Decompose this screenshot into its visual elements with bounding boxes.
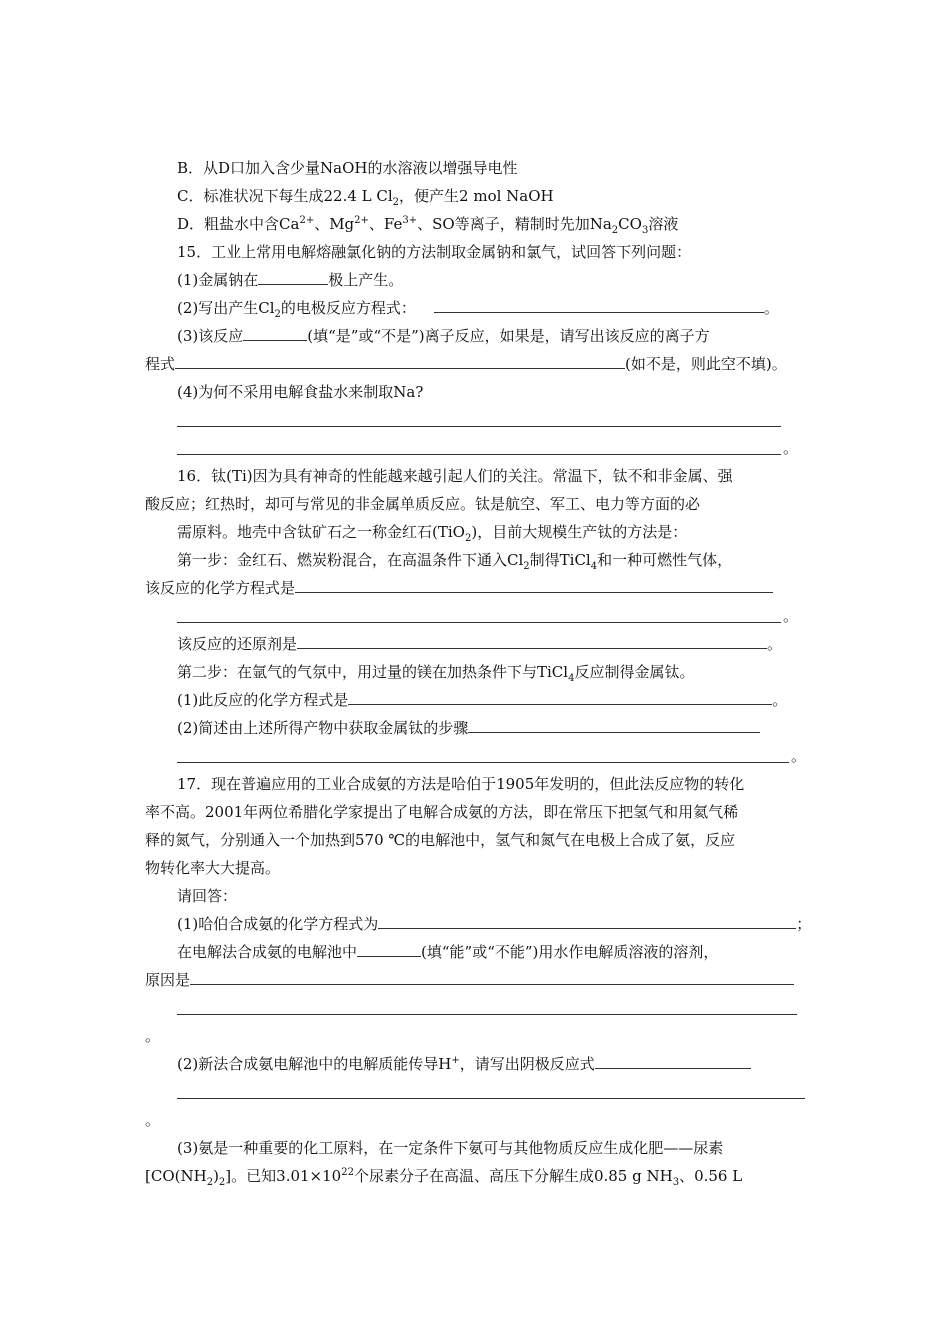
answer-blank[interactable] bbox=[295, 578, 773, 593]
q16-reductant: 该反应的还原剂是 。 bbox=[177, 635, 783, 653]
answer-line[interactable] bbox=[177, 762, 789, 763]
q16-equation-prompt: 该反应的化学方程式是 bbox=[145, 578, 773, 598]
q16-line2: 酸反应；红热时，却可与常见的非金属单质反应。钛是航空、军工、电力等方面的必 bbox=[145, 495, 701, 513]
q16-line3: 需原料。地壳中含钛矿石之一称金红石(TiO$_2$)，目前大规模生产钛的方法是： bbox=[177, 523, 688, 544]
answer-blank[interactable] bbox=[258, 270, 328, 285]
answer-blank[interactable] bbox=[595, 1054, 751, 1069]
q17-line1: 17．现在普遍应用的工业合成氨的方法是哈伯于1905年发明的，但此法反应物的转化 bbox=[177, 775, 745, 793]
answer-line[interactable] bbox=[177, 1014, 797, 1015]
q17-part3: (3)氨是一种重要的化工原料，在一定条件下氨可与其他物质反应生成化肥——尿素 bbox=[177, 1139, 724, 1157]
period-mark: 。 bbox=[791, 747, 807, 765]
answer-blank[interactable] bbox=[434, 298, 764, 313]
q15-part3: (3)该反应 (填“是”或“不是”)离子反应，如果是，请写出该反应的离子方 bbox=[177, 327, 710, 345]
answer-blank[interactable] bbox=[175, 354, 625, 369]
period-mark: 。 bbox=[783, 439, 799, 457]
period-mark: 。 bbox=[145, 1027, 161, 1045]
answer-line[interactable] bbox=[177, 426, 781, 427]
answer-line[interactable] bbox=[177, 1098, 805, 1099]
answer-line[interactable] bbox=[177, 622, 781, 623]
q15-part3-cont: 程式 (如不是，则此空不填)。 bbox=[145, 355, 787, 373]
q15-part1: (1)金属钠在 极上产生。 bbox=[177, 271, 404, 289]
answer-blank[interactable] bbox=[348, 690, 772, 705]
q17-reason: 原因是 bbox=[145, 970, 794, 990]
answer-blank[interactable] bbox=[190, 970, 794, 985]
q17-prompt: 请回答： bbox=[177, 887, 238, 905]
answer-line[interactable] bbox=[177, 454, 781, 455]
q16-step1: 第一步：金红石、燃炭粉混合，在高温条件下通入$Cl_2$制得TiCl$_4$和一种可燃性气体， bbox=[177, 551, 733, 572]
answer-blank[interactable] bbox=[243, 326, 307, 341]
option-d: D．粗盐水中含$Ca^{2+}$、$Mg^{2+}$、$Fe^{3+}$、SO等离子，精制时先加$Na_2CO_3$溶液 bbox=[177, 215, 679, 236]
q17-part1-solvent: 在电解法合成氨的电解池中 (填“能”或“不能”)用水作电解质溶液的溶剂， bbox=[177, 943, 719, 961]
q16-step2: 第二步：在氩气的气氛中，用过量的镁在加热条件下与TiCl$_4$反应制得金属钛。 bbox=[177, 663, 695, 684]
q16-part2: (2)简述由上述所得产物中获取金属钛的步骤 bbox=[177, 718, 760, 738]
answer-blank[interactable] bbox=[297, 634, 767, 649]
q17-part3-cont: $[CO(NH_2)_2]$。已知$3.01\times 10^{22}$个尿素分子在高温、高压下分解生成0.85 g $NH_3$、0.56 L bbox=[145, 1167, 743, 1188]
answer-blank[interactable] bbox=[468, 718, 760, 733]
option-b: B．从D口加入含少量NaOH的水溶液以增强导电性 bbox=[177, 159, 518, 177]
q15-part2: (2)写出产生$Cl_2$的电极反应方程式： 。 bbox=[177, 299, 779, 320]
period-mark: 。 bbox=[783, 607, 799, 625]
q17-part1: (1)哈伯合成氨的化学方程式为 ； bbox=[177, 915, 812, 933]
q17-line2: 率不高。2001年两位希腊化学家提出了电解合成氨的方法，即在常压下把氢气和用氦气稀 bbox=[145, 803, 739, 821]
q15-title: 15．工业上常用电解熔融氯化钠的方法制取金属钠和氯气，试回答下列问题： bbox=[177, 243, 692, 261]
q15-part4: (4)为何不采用电解食盐水来制取Na? bbox=[177, 383, 424, 401]
period-mark: 。 bbox=[145, 1111, 161, 1129]
q16-part1: (1)此反应的化学方程式是 。 bbox=[177, 691, 788, 709]
option-c: C．标准状况下每生成22.4 L $Cl_2$，便产生2 mol NaOH bbox=[177, 187, 554, 208]
q17-part2: (2)新法合成氨电解池中的电解质能传导H+，请写出阴极反应式 bbox=[177, 1054, 751, 1074]
q17-line4: 物转化率大大提高。 bbox=[145, 859, 281, 877]
q16-line1: 16．钛(Ti)因为具有神奇的性能越来越引起人们的关注。常温下，钛不和非金属、强 bbox=[177, 467, 733, 485]
answer-blank[interactable] bbox=[378, 914, 796, 929]
q17-line3: 释的氮气，分别通入一个加热到570 ℃的电解池中，氢气和氮气在电极上合成了氨，反应 bbox=[145, 831, 736, 849]
answer-blank[interactable] bbox=[357, 942, 421, 957]
